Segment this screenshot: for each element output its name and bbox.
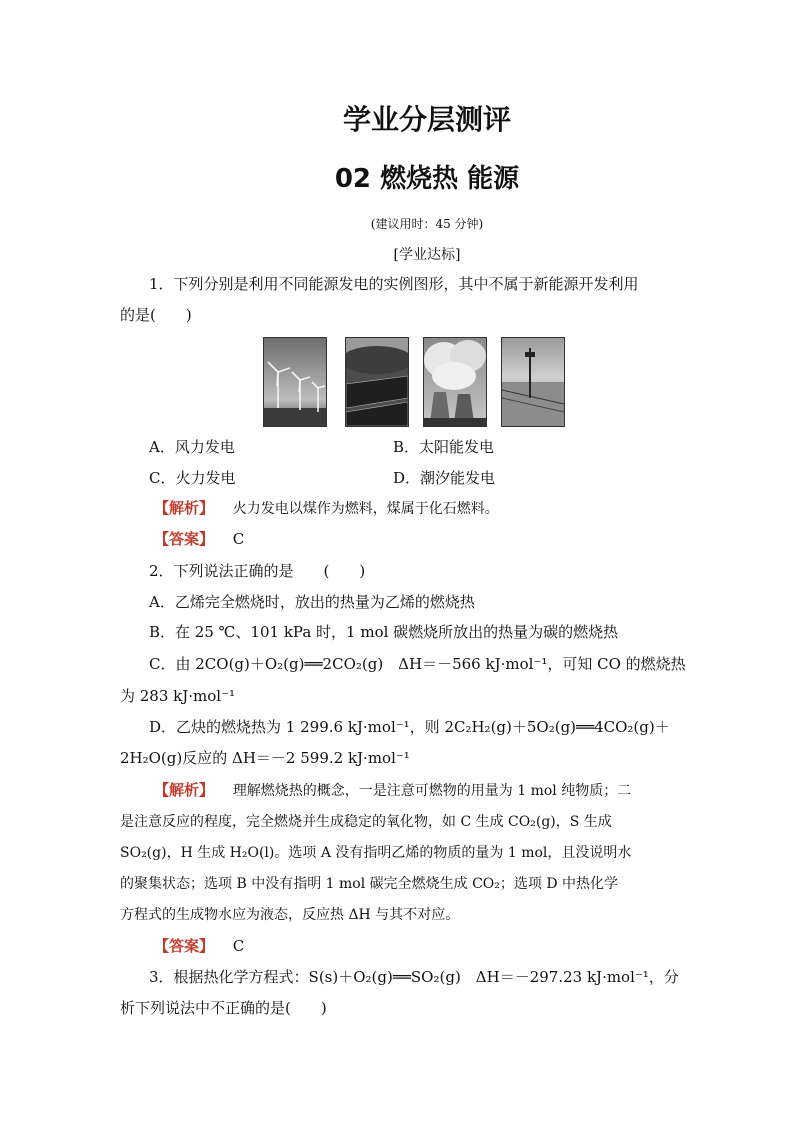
q1-option-b: B．太阳能发电 <box>393 438 495 456</box>
answer-tag: 【答案】 <box>154 937 215 955</box>
q2-option-d-line2: 2H₂O(g)反应的 ΔH＝－2 599.2 kJ·mol⁻¹ <box>120 749 410 767</box>
q2-option-a: A．乙烯完全燃烧时，放出的热量为乙烯的燃烧热 <box>149 593 475 611</box>
solar-panels-photo <box>345 337 409 427</box>
q2-answer <box>154 936 244 956</box>
q2-analysis-line5: 方程式的生成物水应为液态，反应热 ΔH 与其不对应。 <box>120 907 460 923</box>
q1-answer-value: C <box>232 530 245 548</box>
q2-option-c-line1: C．由 2CO(g)＋O₂(g)══2CO₂(g) ΔH＝－566 kJ·mol⁻¹，可知 CO 的燃烧热 <box>149 655 686 673</box>
q3-stem-line2: 析下列说法中不正确的是( ) <box>120 999 327 1017</box>
q1-analysis <box>154 498 499 519</box>
q2-analysis-line2: 是注意反应的程度，完全燃烧并生成稳定的氧化物，如 C 生成 CO₂(g)，S 生成 <box>120 814 612 830</box>
q2-analysis-line1 <box>154 780 631 801</box>
wind-turbines-photo <box>263 337 327 427</box>
q2-stem: 2．下列说法正确的是 ( ) <box>149 562 366 580</box>
page-title: 学业分层测评 <box>342 103 511 136</box>
q2-option-c-line2: 为 283 kJ·mol⁻¹ <box>120 687 236 705</box>
tidal-power-photo <box>501 337 565 427</box>
page-subtitle: 02 燃烧热 能源 <box>334 164 520 194</box>
q1-analysis-text: 火力发电以煤作为燃料，煤属于化石燃料。 <box>232 501 499 517</box>
q1-answer <box>154 529 244 549</box>
q2-answer-value: C <box>232 937 245 955</box>
q2-analysis-text: 理解燃烧热的概念，一是注意可燃物的用量为 1 mol 纯物质；二 <box>232 783 632 799</box>
power-plant-cooling-towers-photo <box>423 337 487 427</box>
q1-option-c: C．火力发电 <box>149 469 236 487</box>
q3-stem-line1: 3．根据热化学方程式：S(s)＋O₂(g)══SO₂(g) ΔH＝－297.23 kJ·mol⁻¹，分 <box>149 968 679 986</box>
q2-analysis-line3: SO₂(g)，H 生成 H₂O(l)。选项 A 没有指明乙烯的物质的量为 1 mol，且没说明水 <box>120 845 632 861</box>
q1-option-a: A．风力发电 <box>149 438 235 456</box>
section-category: [学业达标] <box>393 247 461 263</box>
answer-tag: 【答案】 <box>154 530 215 548</box>
q1-option-d: D．潮汐能发电 <box>393 469 496 487</box>
q1-stem-line2: 的是( ) <box>120 306 192 324</box>
q2-option-b: B．在 25 ℃、101 kPa 时，1 mol 碳燃烧所放出的热量为碳的燃烧热 <box>149 623 619 641</box>
analysis-tag: 【解析】 <box>154 499 215 517</box>
q1-stem-line1: 1．下列分别是利用不同能源发电的实例图形，其中不属于新能源开发利用 <box>149 275 639 293</box>
analysis-tag: 【解析】 <box>154 781 215 799</box>
q2-analysis-line4: 的聚集状态；选项 B 中没有指明 1 mol 碳完全燃烧生成 CO₂；选项 D 中热化学 <box>120 876 619 892</box>
q2-option-d-line1: D．乙炔的燃烧热为 1 299.6 kJ·mol⁻¹，则 2C₂H₂(g)＋5O₂(g)══4CO₂(g)＋ <box>149 718 670 736</box>
time-note: (建议用时：45 分钟) <box>370 217 484 231</box>
